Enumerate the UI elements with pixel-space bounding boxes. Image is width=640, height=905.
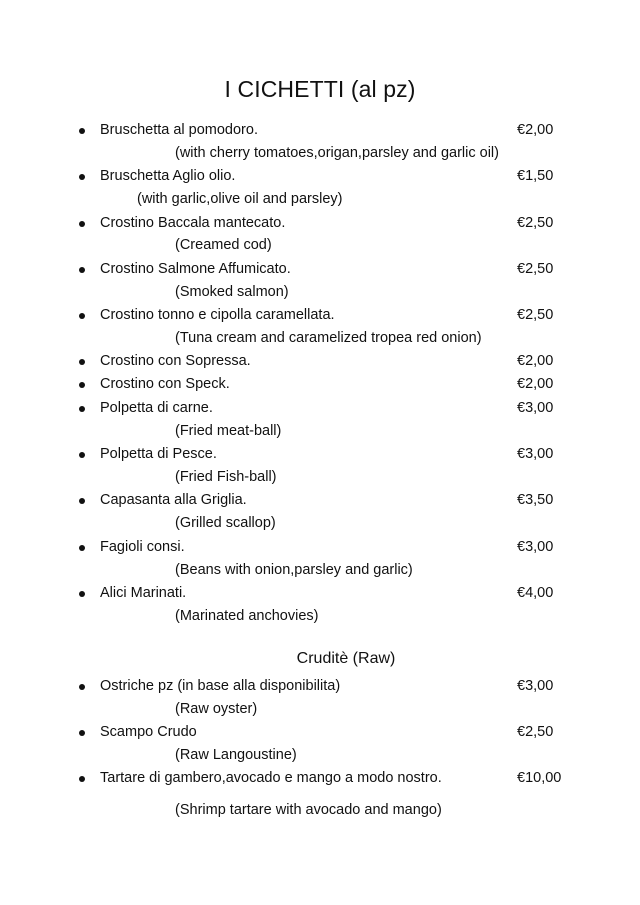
item-price: €3,00: [517, 678, 554, 694]
item-price: €1,50: [517, 168, 554, 184]
item-description: (with cherry tomatoes,origan,parsley and garlic oil): [175, 145, 499, 161]
section-title-crudite: Cruditè (Raw): [296, 650, 396, 667]
item-price: €4,00: [517, 585, 554, 601]
item-name: Crostino con Speck.: [100, 376, 230, 392]
item-name: Capasanta alla Griglia.: [100, 492, 247, 508]
bullet-icon: [79, 267, 85, 273]
menu-title: I CICHETTI (al pz): [224, 76, 416, 102]
item-name: Ostriche pz (in base alla disponibilita): [100, 678, 341, 694]
menu-item: [0, 443, 640, 465]
menu-item: [0, 582, 640, 604]
menu-item: [0, 258, 640, 280]
item-price: €3,00: [517, 400, 554, 416]
menu-item: [0, 536, 640, 558]
bullet-icon: [79, 498, 85, 504]
menu-item: [0, 489, 640, 511]
bullet-icon: [79, 313, 85, 319]
item-description: (Raw Langoustine): [175, 747, 297, 763]
item-price: €2,00: [517, 122, 554, 138]
item-price: €3,00: [517, 539, 554, 555]
menu-item: [0, 119, 640, 141]
item-description: (Marinated anchovies): [175, 608, 319, 624]
menu-item: [0, 767, 640, 789]
menu-item: [0, 350, 640, 372]
bullet-icon: [79, 545, 85, 551]
menu-item: [0, 721, 640, 743]
item-price: €2,50: [517, 307, 554, 323]
item-name: Crostino con Sopressa.: [100, 353, 251, 369]
bullet-icon: [79, 359, 85, 365]
item-price: €2,50: [517, 724, 554, 740]
item-description: (Fried Fish-ball): [175, 469, 277, 485]
bullet-icon: [79, 591, 85, 597]
menu-item: [0, 397, 640, 419]
item-description: (Smoked salmon): [175, 284, 289, 300]
bullet-icon: [79, 221, 85, 227]
item-price: €3,50: [517, 492, 554, 508]
item-name: Tartare di gambero,avocado e mango a modo nostro.: [100, 770, 442, 786]
bullet-icon: [79, 452, 85, 458]
item-description: (Creamed cod): [175, 237, 272, 253]
item-name: Bruschetta Aglio olio.: [100, 168, 236, 184]
menu-item: [0, 675, 640, 697]
bullet-icon: [79, 776, 85, 782]
menu-item: [0, 212, 640, 234]
item-name: Fagioli consi.: [100, 539, 185, 555]
item-description: (Fried meat-ball): [175, 423, 282, 439]
bullet-icon: [79, 406, 85, 412]
item-name: Polpetta di carne.: [100, 400, 213, 416]
item-price: €2,50: [517, 261, 554, 277]
item-name: Bruschetta al pomodoro.: [100, 122, 258, 138]
item-description: (Shrimp tartare with avocado and mango): [175, 802, 442, 818]
item-name: Scampo Crudo: [100, 724, 197, 740]
item-price: €2,00: [517, 353, 554, 369]
item-description: (Raw oyster): [175, 701, 258, 717]
item-description: (Beans with onion,parsley and garlic): [175, 562, 413, 578]
bullet-icon: [79, 730, 85, 736]
item-name: Crostino Salmone Affumicato.: [100, 261, 291, 277]
item-description: (Grilled scallop): [175, 515, 276, 531]
bullet-icon: [79, 684, 85, 690]
item-name: Alici Marinati.: [100, 585, 187, 601]
menu-item: [0, 373, 640, 395]
bullet-icon: [79, 128, 85, 134]
menu-item: [0, 165, 640, 187]
item-name: Crostino Baccala mantecato.: [100, 215, 286, 231]
item-description: (with garlic,olive oil and parsley): [137, 191, 343, 207]
item-price: €10,00: [517, 770, 562, 786]
item-name: Polpetta di Pesce.: [100, 446, 217, 462]
item-price: €2,50: [517, 215, 554, 231]
bullet-icon: [79, 382, 85, 388]
menu-item: [0, 304, 640, 326]
item-name: Crostino tonno e cipolla caramellata.: [100, 307, 335, 323]
bullet-icon: [79, 174, 85, 180]
item-price: €2,00: [517, 376, 554, 392]
item-description: (Tuna cream and caramelized tropea red onion): [175, 330, 482, 346]
item-price: €3,00: [517, 446, 554, 462]
